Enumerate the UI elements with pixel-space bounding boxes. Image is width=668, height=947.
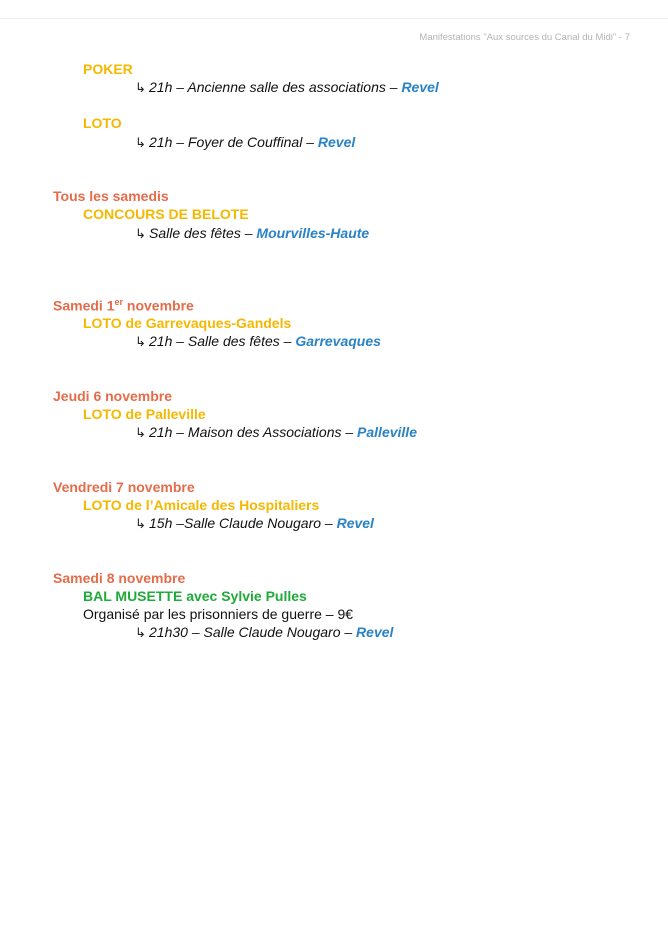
event-title: BAL MUSETTE avec Sylvie Pulles: [83, 588, 307, 604]
event-detail-line: [135, 624, 393, 641]
sign-in-arrow-icon: ↳: [135, 135, 146, 150]
event-date: Jeudi 6 novembre: [53, 388, 173, 404]
event-detail: 21h – Maison des Associations –: [149, 424, 358, 440]
page-top-rule: [0, 0, 668, 19]
sign-in-arrow-icon: ↳: [135, 516, 146, 531]
event-detail: 21h – Salle des fêtes –: [149, 333, 296, 349]
event-detail: Salle des fêtes –: [149, 225, 257, 241]
event-detail-line: [135, 515, 374, 532]
event-title: LOTO de Palleville: [83, 406, 206, 422]
event-date: [53, 297, 194, 314]
event-detail-line: [135, 79, 439, 96]
event-detail-line: [135, 424, 417, 441]
event-date: Vendredi 7 novembre: [53, 479, 195, 495]
event-title: LOTO de Garrevaques-Gandels: [83, 315, 292, 331]
event-detail-line: [135, 134, 355, 151]
date-ordinal: er: [114, 297, 123, 307]
event-place: Mourvilles-Haute: [256, 225, 370, 241]
event-detail: 21h30 – Salle Claude Nougaro –: [149, 624, 357, 640]
event-organizer: Organisé par les prisonniers de guerre – 9€: [83, 606, 354, 622]
event-place: Revel: [336, 515, 374, 531]
event-detail-line: [135, 225, 369, 242]
event-title: POKER: [83, 61, 133, 77]
event-date: Samedi 8 novembre: [53, 570, 186, 586]
sign-in-arrow-icon: ↳: [135, 226, 146, 241]
event-place: Revel: [401, 79, 439, 95]
event-place: Revel: [356, 624, 394, 640]
event-place: Garrevaques: [295, 333, 381, 349]
date-suffix: novembre: [123, 297, 194, 314]
sign-in-arrow-icon: ↳: [135, 80, 146, 95]
event-title: LOTO: [83, 115, 122, 131]
event-detail: 21h – Ancienne salle des associations –: [149, 79, 402, 95]
event-place: Revel: [317, 134, 356, 150]
event-date: Tous les samedis: [53, 188, 169, 204]
event-title: LOTO de l’Amicale des Hospitaliers: [83, 497, 320, 513]
event-place: Palleville: [357, 424, 417, 440]
sign-in-arrow-icon: ↳: [135, 334, 146, 349]
sign-in-arrow-icon: ↳: [135, 625, 146, 640]
running-header: Manifestations "Aux sources du Canal du Midi" - 7: [419, 32, 630, 43]
event-detail-line: [135, 333, 381, 350]
sign-in-arrow-icon: ↳: [135, 425, 146, 440]
date-prefix: Samedi 1: [53, 297, 115, 314]
event-detail: 15h –Salle Claude Nougaro –: [149, 515, 337, 531]
event-detail: 21h – Foyer de Couffinal –: [149, 134, 318, 150]
event-title: CONCOURS DE BELOTE: [83, 206, 249, 222]
